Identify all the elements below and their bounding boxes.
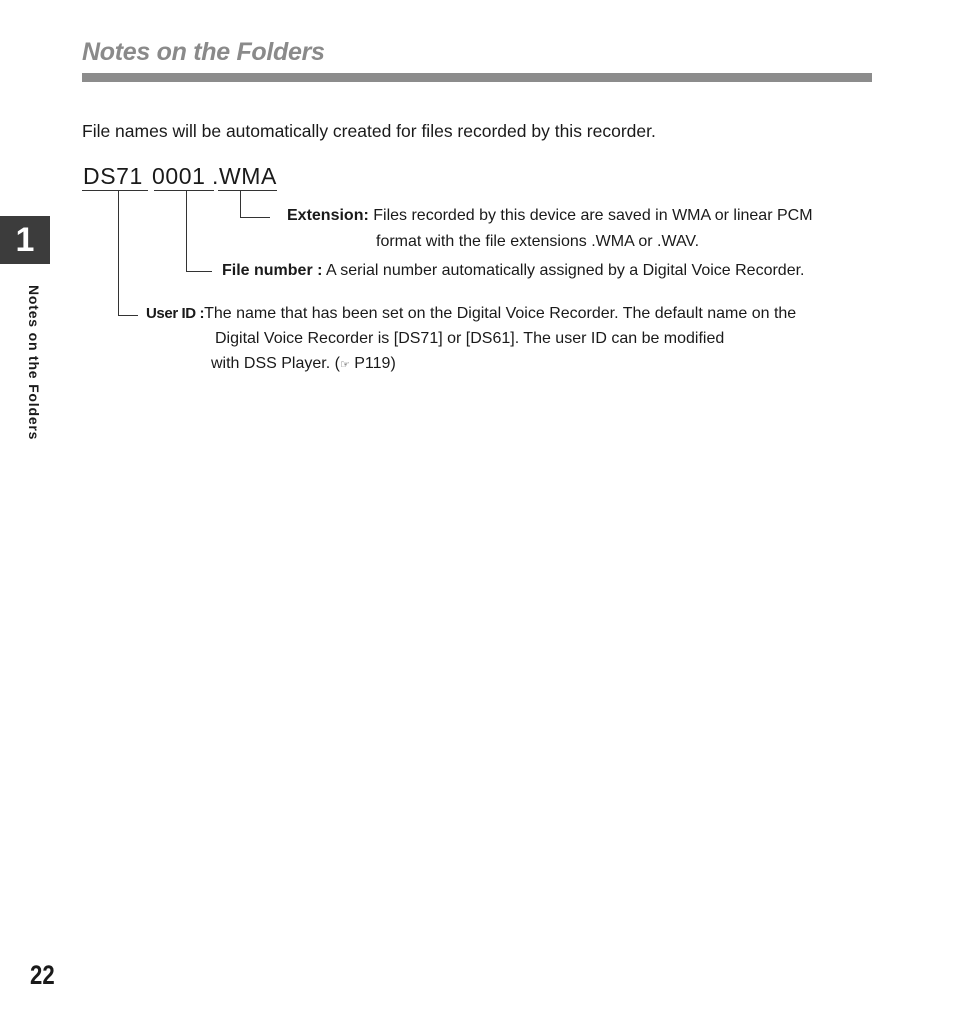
file-number-label: File number : bbox=[222, 262, 323, 279]
extension-desc bbox=[287, 207, 813, 225]
connector-user-h bbox=[118, 315, 138, 316]
user-id-line3-ref: P119) bbox=[349, 355, 396, 372]
user-id-line3-prefix: with DSS Player. ( bbox=[211, 355, 340, 372]
user-id-desc bbox=[146, 305, 796, 323]
underline-number bbox=[154, 190, 214, 191]
underline-ext bbox=[218, 190, 277, 191]
filename-ext: .WMA bbox=[212, 163, 277, 189]
underline-user-id bbox=[82, 190, 148, 191]
filename-number: 0001 bbox=[152, 163, 206, 189]
side-section-label: Notes on the Folders bbox=[26, 285, 42, 441]
connector-ext-v bbox=[240, 191, 241, 217]
file-number-text: A serial number automatically assigned by a Digital Voice Recorder. bbox=[326, 262, 805, 279]
user-id-line1: The name that has been set on the Digital Voice Recorder. The default name on the bbox=[204, 305, 797, 322]
file-number-desc bbox=[222, 262, 804, 280]
connector-user-v bbox=[118, 191, 119, 315]
extension-label: Extension: bbox=[287, 207, 369, 224]
chapter-tab: 1 bbox=[0, 216, 50, 264]
intro-text: File names will be automatically created for files recorded by this recorder. bbox=[82, 121, 656, 141]
pointing-hand-icon: ☞ bbox=[339, 359, 350, 371]
connector-number-v bbox=[186, 191, 187, 271]
connector-number-h bbox=[186, 271, 212, 272]
title-rule bbox=[82, 73, 872, 82]
filename-user-id: DS71 bbox=[83, 163, 143, 189]
user-id-line2: Digital Voice Recorder is [DS71] or [DS61]. The user ID can be modified bbox=[215, 330, 725, 347]
extension-line1: Files recorded by this device are saved in WMA or linear PCM bbox=[373, 207, 813, 224]
connector-ext-h bbox=[240, 217, 270, 218]
user-id-label: User ID : bbox=[146, 305, 205, 322]
page-number: 22 bbox=[30, 960, 55, 990]
section-title: Notes on the Folders bbox=[82, 38, 325, 66]
user-id-line3 bbox=[211, 355, 396, 373]
extension-line2: format with the file extensions .WMA or .WAV. bbox=[376, 233, 700, 250]
